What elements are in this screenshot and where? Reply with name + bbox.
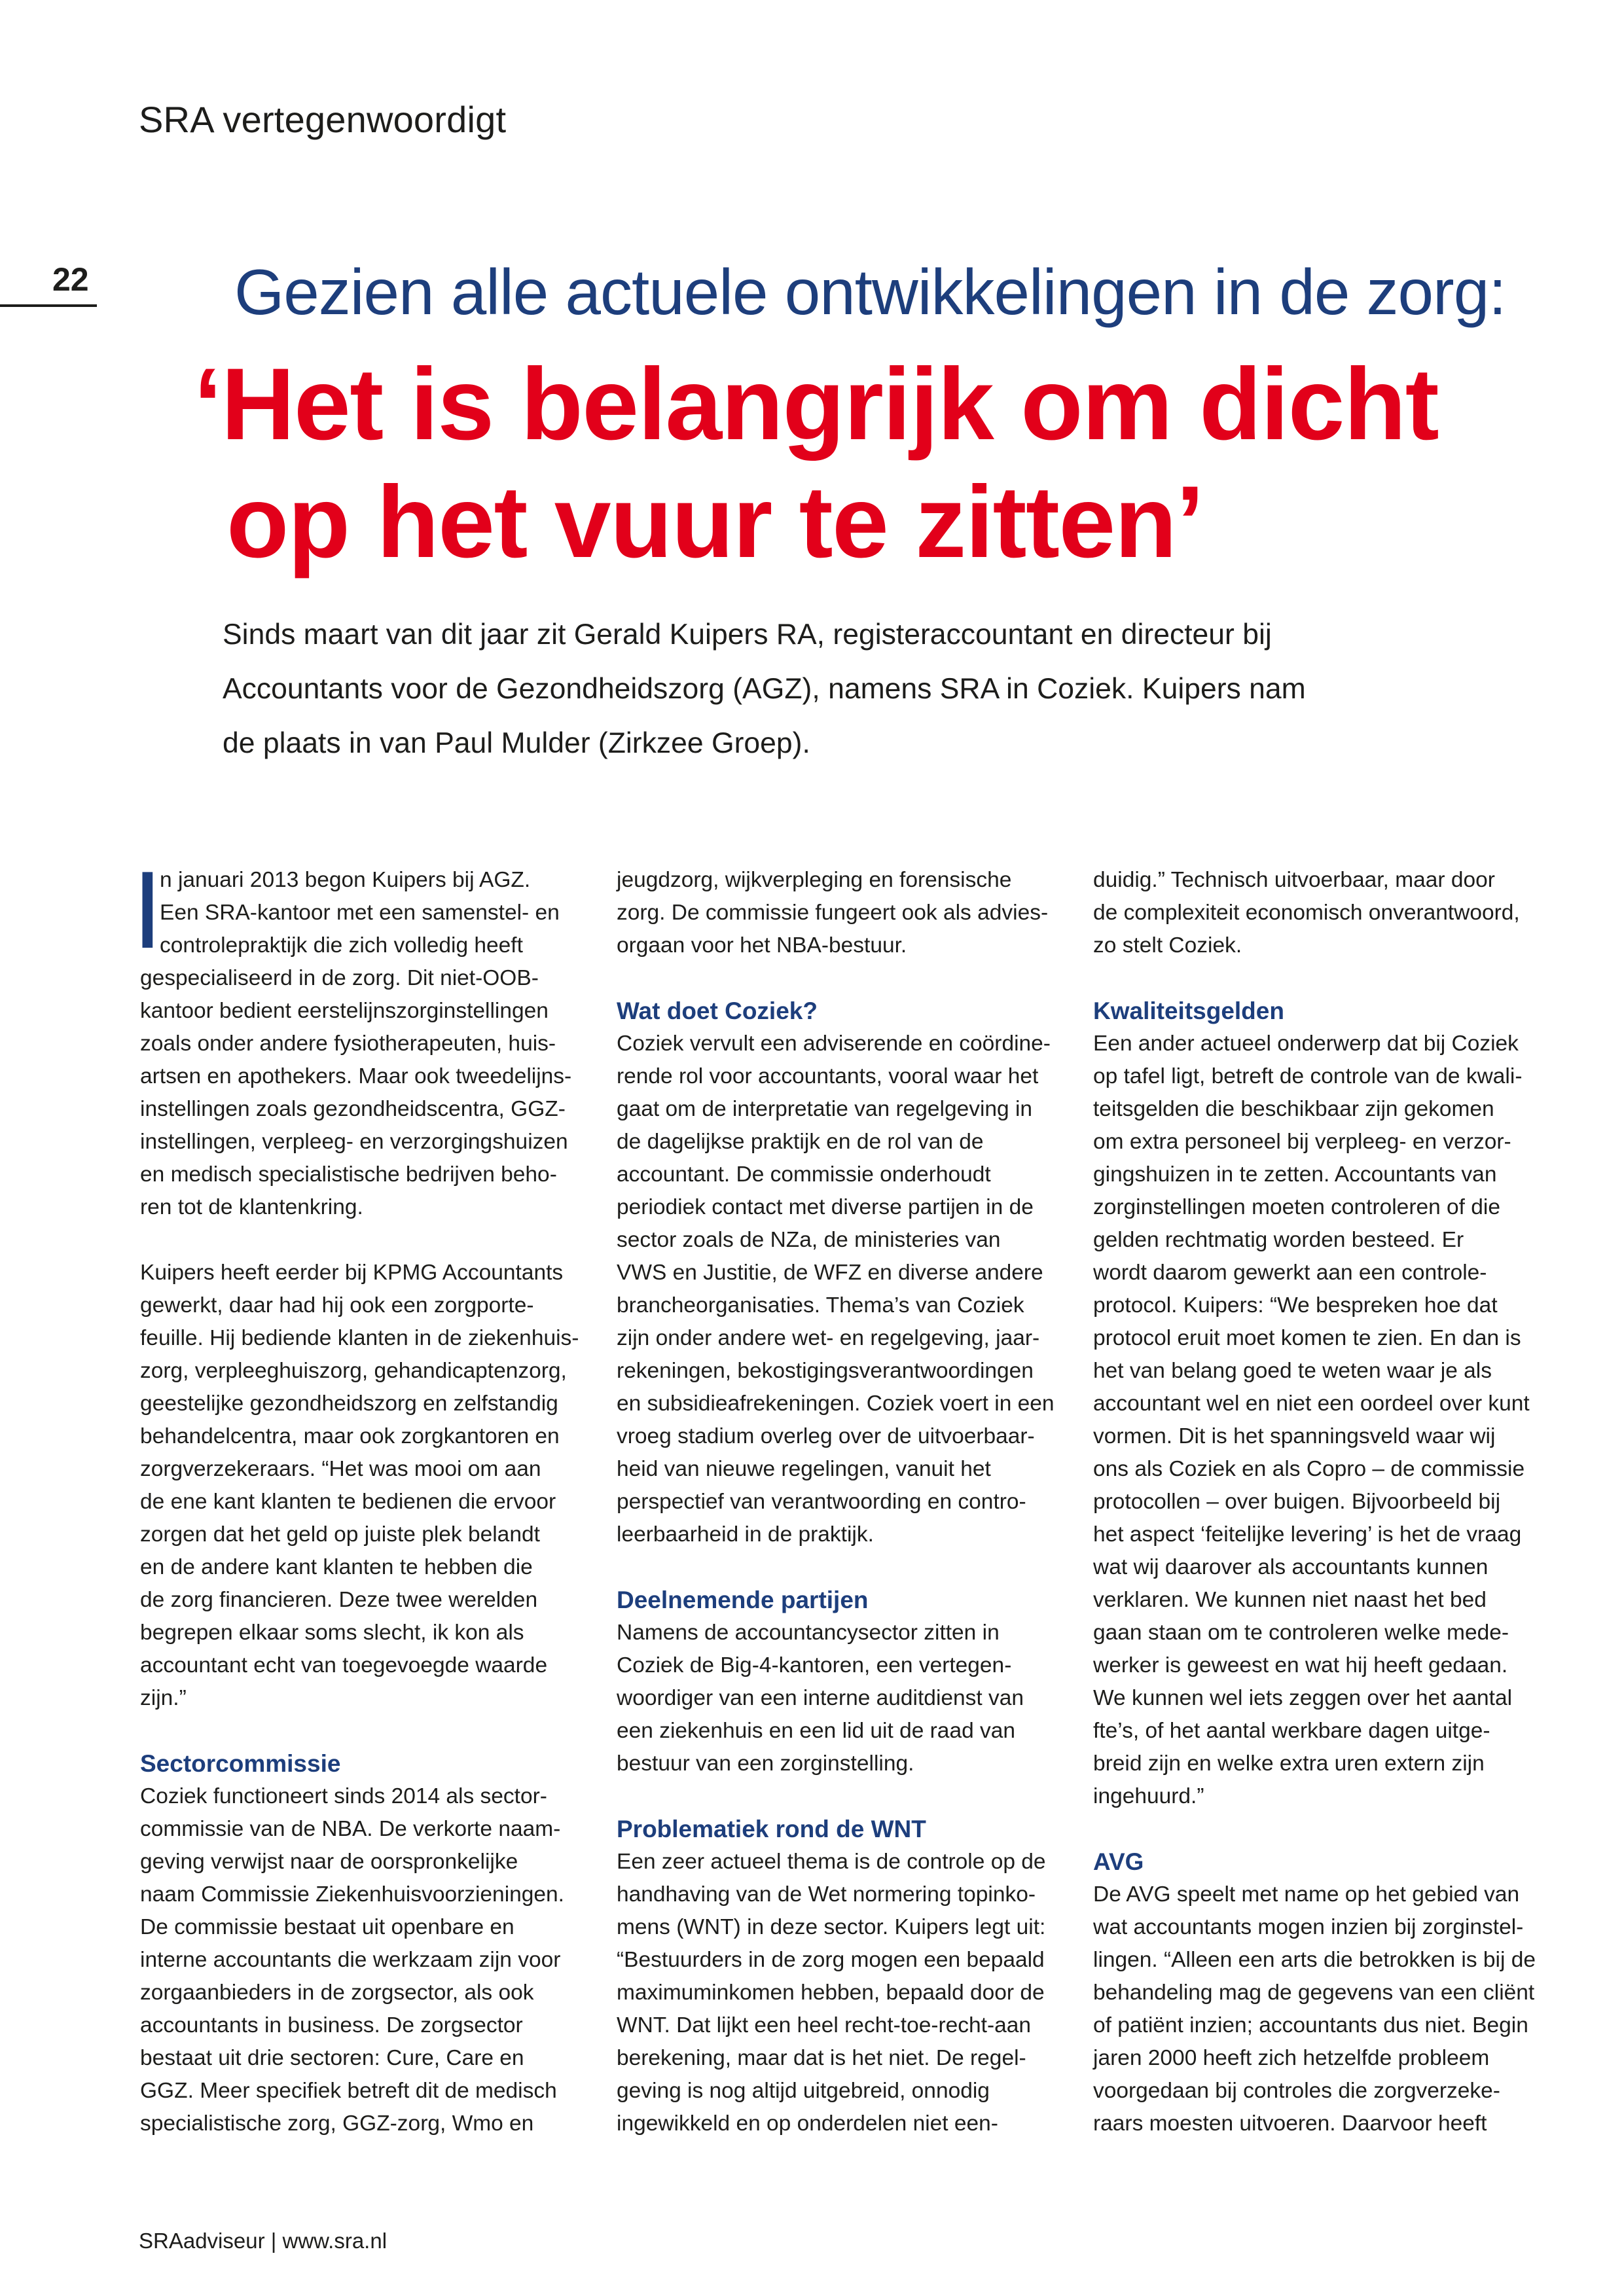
body-text-line: protocol eruit moet komen te zien. En dan is xyxy=(1093,1326,1521,1350)
page-number-rule xyxy=(0,304,97,307)
body-text-line: sector zoals de NZa, de ministeries van xyxy=(617,1228,1001,1252)
body-text-line: wordt daarom gewerkt aan een controle- xyxy=(1093,1261,1487,1285)
body-text-line: bestuur van een zorginstelling. xyxy=(617,1751,914,1776)
body-text-line: gelden rechtmatig worden besteed. Er xyxy=(1093,1228,1464,1252)
body-text-line: verklaren. We kunnen niet naast het bed xyxy=(1093,1588,1487,1612)
body-text-line: gaat om de interpretatie van regelgeving in xyxy=(617,1097,1033,1121)
body-text-line: Coziek vervult een adviserende en coördine- xyxy=(617,1031,1051,1056)
body-text-line: De AVG speelt met name op het gebied van xyxy=(1093,1882,1520,1907)
body-text-line: orgaan voor het NBA-bestuur. xyxy=(617,933,907,958)
body-text-line: accountant. De commissie onderhoudt xyxy=(617,1162,991,1187)
paragraph-gap xyxy=(140,1224,572,1257)
body-text-line: begrepen elkaar soms slecht, ik kon als xyxy=(140,1621,524,1645)
section-label: SRA vertegenwoordigt xyxy=(139,99,507,140)
intro-line: Accountants voor de Gezondheidszorg (AGZ), namens SRA in Coziek. Kuipers nam xyxy=(223,673,1306,705)
body-text-line: kantoor bedient eerstelijnszorginstellingen xyxy=(140,999,549,1023)
body-text-line: jeugdzorg, wijkverpleging en forensische xyxy=(617,868,1012,892)
paragraph-gap xyxy=(1093,1813,1525,1846)
dropcap-letter: I xyxy=(132,848,163,971)
body-text-line: instellingen, verpleeg- en verzorgingshuizen xyxy=(140,1130,568,1154)
paragraph-gap xyxy=(617,1780,1049,1813)
section-subheading: Wat doet Coziek? xyxy=(617,997,818,1024)
page-number: 22 xyxy=(52,261,89,298)
body-text-line: op tafel ligt, betreft de controle van de kwali- xyxy=(1093,1064,1523,1088)
body-text-line: behandelcentra, maar ook zorgkantoren en xyxy=(140,1424,560,1448)
body-text-line: VWS en Justitie, de WFZ en diverse andere xyxy=(617,1261,1043,1285)
body-text-line: Coziek de Big-4-kantoren, een vertegen- xyxy=(617,1653,1012,1677)
article-intro xyxy=(223,607,1466,770)
body-text-line: geving verwijst naar de oorspronkelijke xyxy=(140,1850,518,1874)
body-text-line: duidig.” Technisch uitvoerbaar, maar door xyxy=(1093,868,1495,892)
section-subheading: AVG xyxy=(1093,1848,1144,1875)
body-text-line: en de andere kant klanten te hebben die xyxy=(140,1555,533,1579)
body-text-line: raars moesten uitvoeren. Daarvoor heeft xyxy=(1093,2111,1487,2136)
body-text-line: zorg, verpleeghuiszorg, gehandicaptenzorg, xyxy=(140,1359,567,1383)
body-text-line: zorgaanbieders in de zorgsector, als ook xyxy=(140,1981,534,2005)
article-headline xyxy=(194,346,1601,581)
body-text-line: n januari 2013 begon Kuipers bij AGZ. xyxy=(160,868,531,892)
body-text-line: het aspect ‘feitelijke levering’ is het de vraag xyxy=(1093,1522,1522,1547)
paragraph-gap xyxy=(140,1715,572,1748)
body-text-line: en medisch specialistische bedrijven beho- xyxy=(140,1162,557,1187)
section-subheading: Problematiek rond de WNT xyxy=(617,1816,926,1842)
body-text-line: breid zijn en welke extra uren extern zijn xyxy=(1093,1751,1485,1776)
body-text-line: zorgen dat het geld op juiste plek belandt xyxy=(140,1522,540,1547)
body-text-line: accountant wel en niet een oordeel over kunt xyxy=(1093,1391,1530,1416)
body-text-line: leerbaarheid in de praktijk. xyxy=(617,1522,874,1547)
intro-line: de plaats in van Paul Mulder (Zirkzee Groep). xyxy=(223,727,810,759)
body-text-line: GGZ. Meer specifiek betreft dit de medisch xyxy=(140,2079,557,2103)
body-text-line: gespecialiseerd in de zorg. Dit niet-OOB- xyxy=(140,966,539,990)
body-text-line: accountants in business. De zorgsector xyxy=(140,2013,523,2037)
body-text-line: het van belang goed te weten waar je als xyxy=(1093,1359,1492,1383)
body-text-line: vroeg stadium overleg over de uitvoerbaar- xyxy=(617,1424,1035,1448)
body-text-line: gingshuizen in te zetten. Accountants van xyxy=(1093,1162,1497,1187)
body-text-line: interne accountants die werkzaam zijn voor xyxy=(140,1948,561,1972)
headline-line: ‘Het is belangrijk om dicht xyxy=(194,348,1439,461)
text-column-3 xyxy=(1093,864,1536,2140)
body-text-line: of patiënt inzien; accountants dus niet. Begin xyxy=(1093,2013,1528,2037)
article-kicker: Gezien alle actuele ontwikkelingen in de zorg: xyxy=(234,256,1506,328)
body-text-line: feuille. Hij bediende klanten in de ziekenhuis- xyxy=(140,1326,579,1350)
body-text-line: zo stelt Coziek. xyxy=(1093,933,1242,958)
body-text-line: brancheorganisaties. Thema’s van Coziek xyxy=(617,1293,1024,1318)
body-text-line: perspectief van verantwoording en contro- xyxy=(617,1490,1026,1514)
headline-line: op het vuur te zitten’ xyxy=(226,465,1204,579)
body-text-line: De commissie bestaat uit openbare en xyxy=(140,1915,514,1939)
body-text-line: protocollen – over buigen. Bijvoorbeeld bij xyxy=(1093,1490,1501,1514)
body-text-line: We kunnen wel iets zeggen over het aantal xyxy=(1093,1686,1513,1710)
body-text-line: zijn onder andere wet- en regelgeving, jaar- xyxy=(617,1326,1040,1350)
paragraph-gap xyxy=(617,962,1049,995)
body-text-line: de zorg financieren. Deze twee werelden xyxy=(140,1588,538,1612)
body-text-line: Een ander actueel onderwerp dat bij Coziek xyxy=(1093,1031,1519,1056)
body-text-line: WNT. Dat lijkt een heel recht-toe-recht-aan xyxy=(617,2013,1032,2037)
body-text-line: zorgverzekeraars. “Het was mooi om aan xyxy=(140,1457,541,1481)
body-text-line: ren tot de klantenkring. xyxy=(140,1195,363,1219)
body-text-line: zoals onder andere fysiotherapeuten, huis- xyxy=(140,1031,556,1056)
body-text-line: zijn.” xyxy=(140,1686,187,1710)
section-subheading: Sectorcommissie xyxy=(140,1750,341,1777)
body-text-line: rende rol voor accountants, vooral waar het xyxy=(617,1064,1039,1088)
body-text-line: en subsidieafrekeningen. Coziek voert in een xyxy=(617,1391,1055,1416)
body-text-line: naam Commissie Ziekenhuisvoorzieningen. xyxy=(140,1882,564,1907)
body-text-line: de complexiteit economisch onverantwoord, xyxy=(1093,901,1520,925)
body-text-line: zorg. De commissie fungeert ook als advies- xyxy=(617,901,1049,925)
body-text-line: wat wij daarover als accountants kunnen xyxy=(1093,1555,1489,1579)
body-text-line: ons als Coziek en als Copro – de commissie xyxy=(1093,1457,1525,1481)
body-text-line: geestelijke gezondheidszorg en zelfstandig xyxy=(140,1391,558,1416)
body-text-line: teitsgelden die beschikbaar zijn gekomen xyxy=(1093,1097,1494,1121)
body-text-line: Een zeer actueel thema is de controle op de xyxy=(617,1850,1046,1874)
body-text-line: berekening, maar dat is het niet. De regel- xyxy=(617,2046,1026,2070)
text-column-1 xyxy=(140,864,579,2140)
body-text-line: artsen en apothekers. Maar ook tweedelijns- xyxy=(140,1064,572,1088)
body-text-line: Namens de accountancysector zitten in xyxy=(617,1621,1000,1645)
body-text-line: bestaat uit drie sectoren: Cure, Care en xyxy=(140,2046,524,2070)
body-text-line: Een SRA-kantoor met een samenstel- en xyxy=(160,901,560,925)
body-text-line: “Bestuurders in de zorg mogen een bepaald xyxy=(617,1948,1045,1972)
body-text-line: heid van nieuwe regelingen, vanuit het xyxy=(617,1457,991,1481)
body-text-line: periodiek contact met diverse partijen in de xyxy=(617,1195,1034,1219)
body-text-line: woordiger van een interne auditdienst van xyxy=(617,1686,1024,1710)
body-text-line: Kuipers heeft eerder bij KPMG Accountants xyxy=(140,1261,564,1285)
body-text-line: accountant echt van toegevoegde waarde xyxy=(140,1653,548,1677)
body-text-line: de dagelijkse praktijk en de rol van de xyxy=(617,1130,984,1154)
body-text-line: fte’s, of het aantal werkbare dagen uitge- xyxy=(1093,1719,1490,1743)
body-text-line: gewerkt, daar had hij ook een zorgporte- xyxy=(140,1293,534,1318)
body-text-line: commissie van de NBA. De verkorte naam- xyxy=(140,1817,561,1841)
intro-line: Sinds maart van dit jaar zit Gerald Kuipers RA, registeraccountant en directeur bij xyxy=(223,619,1272,651)
page-footer: SRAadviseur | www.sra.nl xyxy=(139,2229,388,2253)
body-text-line: ingewikkeld en op onderdelen niet een- xyxy=(617,2111,998,2136)
body-text-line: een ziekenhuis en een lid uit de raad van xyxy=(617,1719,1016,1743)
body-text-line: protocol. Kuipers: “We bespreken hoe dat xyxy=(1093,1293,1498,1318)
body-text-line: Coziek functioneert sinds 2014 als sector- xyxy=(140,1784,547,1808)
paragraph-gap xyxy=(617,1551,1049,1584)
body-text-line: specialistische zorg, GGZ-zorg, Wmo en xyxy=(140,2111,534,2136)
body-text-line: vormen. Dit is het spanningsveld waar wij xyxy=(1093,1424,1496,1448)
text-column-2 xyxy=(617,864,1055,2140)
body-text-line: werker is geweest en wat hij heeft gedaan. xyxy=(1093,1653,1508,1677)
body-text-line: lingen. “Alleen een arts die betrokken is bij de xyxy=(1093,1948,1536,1972)
body-text-line: instellingen zoals gezondheidscentra, GGZ- xyxy=(140,1097,566,1121)
body-text-line: controlepraktijk die zich volledig heeft xyxy=(160,933,523,958)
body-text-line: geving is nog altijd uitgebreid, onnodig xyxy=(617,2079,990,2103)
body-text-line: rekeningen, bekostigingsverantwoordingen xyxy=(617,1359,1034,1383)
body-text-line: gaan staan om te controleren welke mede- xyxy=(1093,1621,1509,1645)
section-subheading: Kwaliteitsgelden xyxy=(1093,997,1284,1024)
paragraph-gap xyxy=(1093,962,1525,995)
body-text-line: om extra personeel bij verpleeg- en verzor- xyxy=(1093,1130,1511,1154)
body-text-line: wat accountants mogen inzien bij zorginstel- xyxy=(1093,1915,1524,1939)
body-text-line: ingehuurd.” xyxy=(1093,1784,1204,1808)
body-text-line: de ene kant klanten te bedienen die ervoor xyxy=(140,1490,556,1514)
body-text-line: maximuminkomen hebben, bepaald door de xyxy=(617,1981,1045,2005)
body-text-line: behandeling mag de gegevens van een cliënt xyxy=(1093,1981,1535,2005)
body-text-line: handhaving van de Wet normering topinko- xyxy=(617,1882,1036,1907)
body-text-line: mens (WNT) in deze sector. Kuipers legt uit: xyxy=(617,1915,1046,1939)
body-text-line: voorgedaan bij controles die zorgverzeke- xyxy=(1093,2079,1500,2103)
body-text-line: jaren 2000 heeft zich hetzelfde probleem xyxy=(1093,2046,1490,2070)
body-text-line: zorginstellingen moeten controleren of die xyxy=(1093,1195,1500,1219)
section-subheading: Deelnemende partijen xyxy=(617,1587,869,1613)
